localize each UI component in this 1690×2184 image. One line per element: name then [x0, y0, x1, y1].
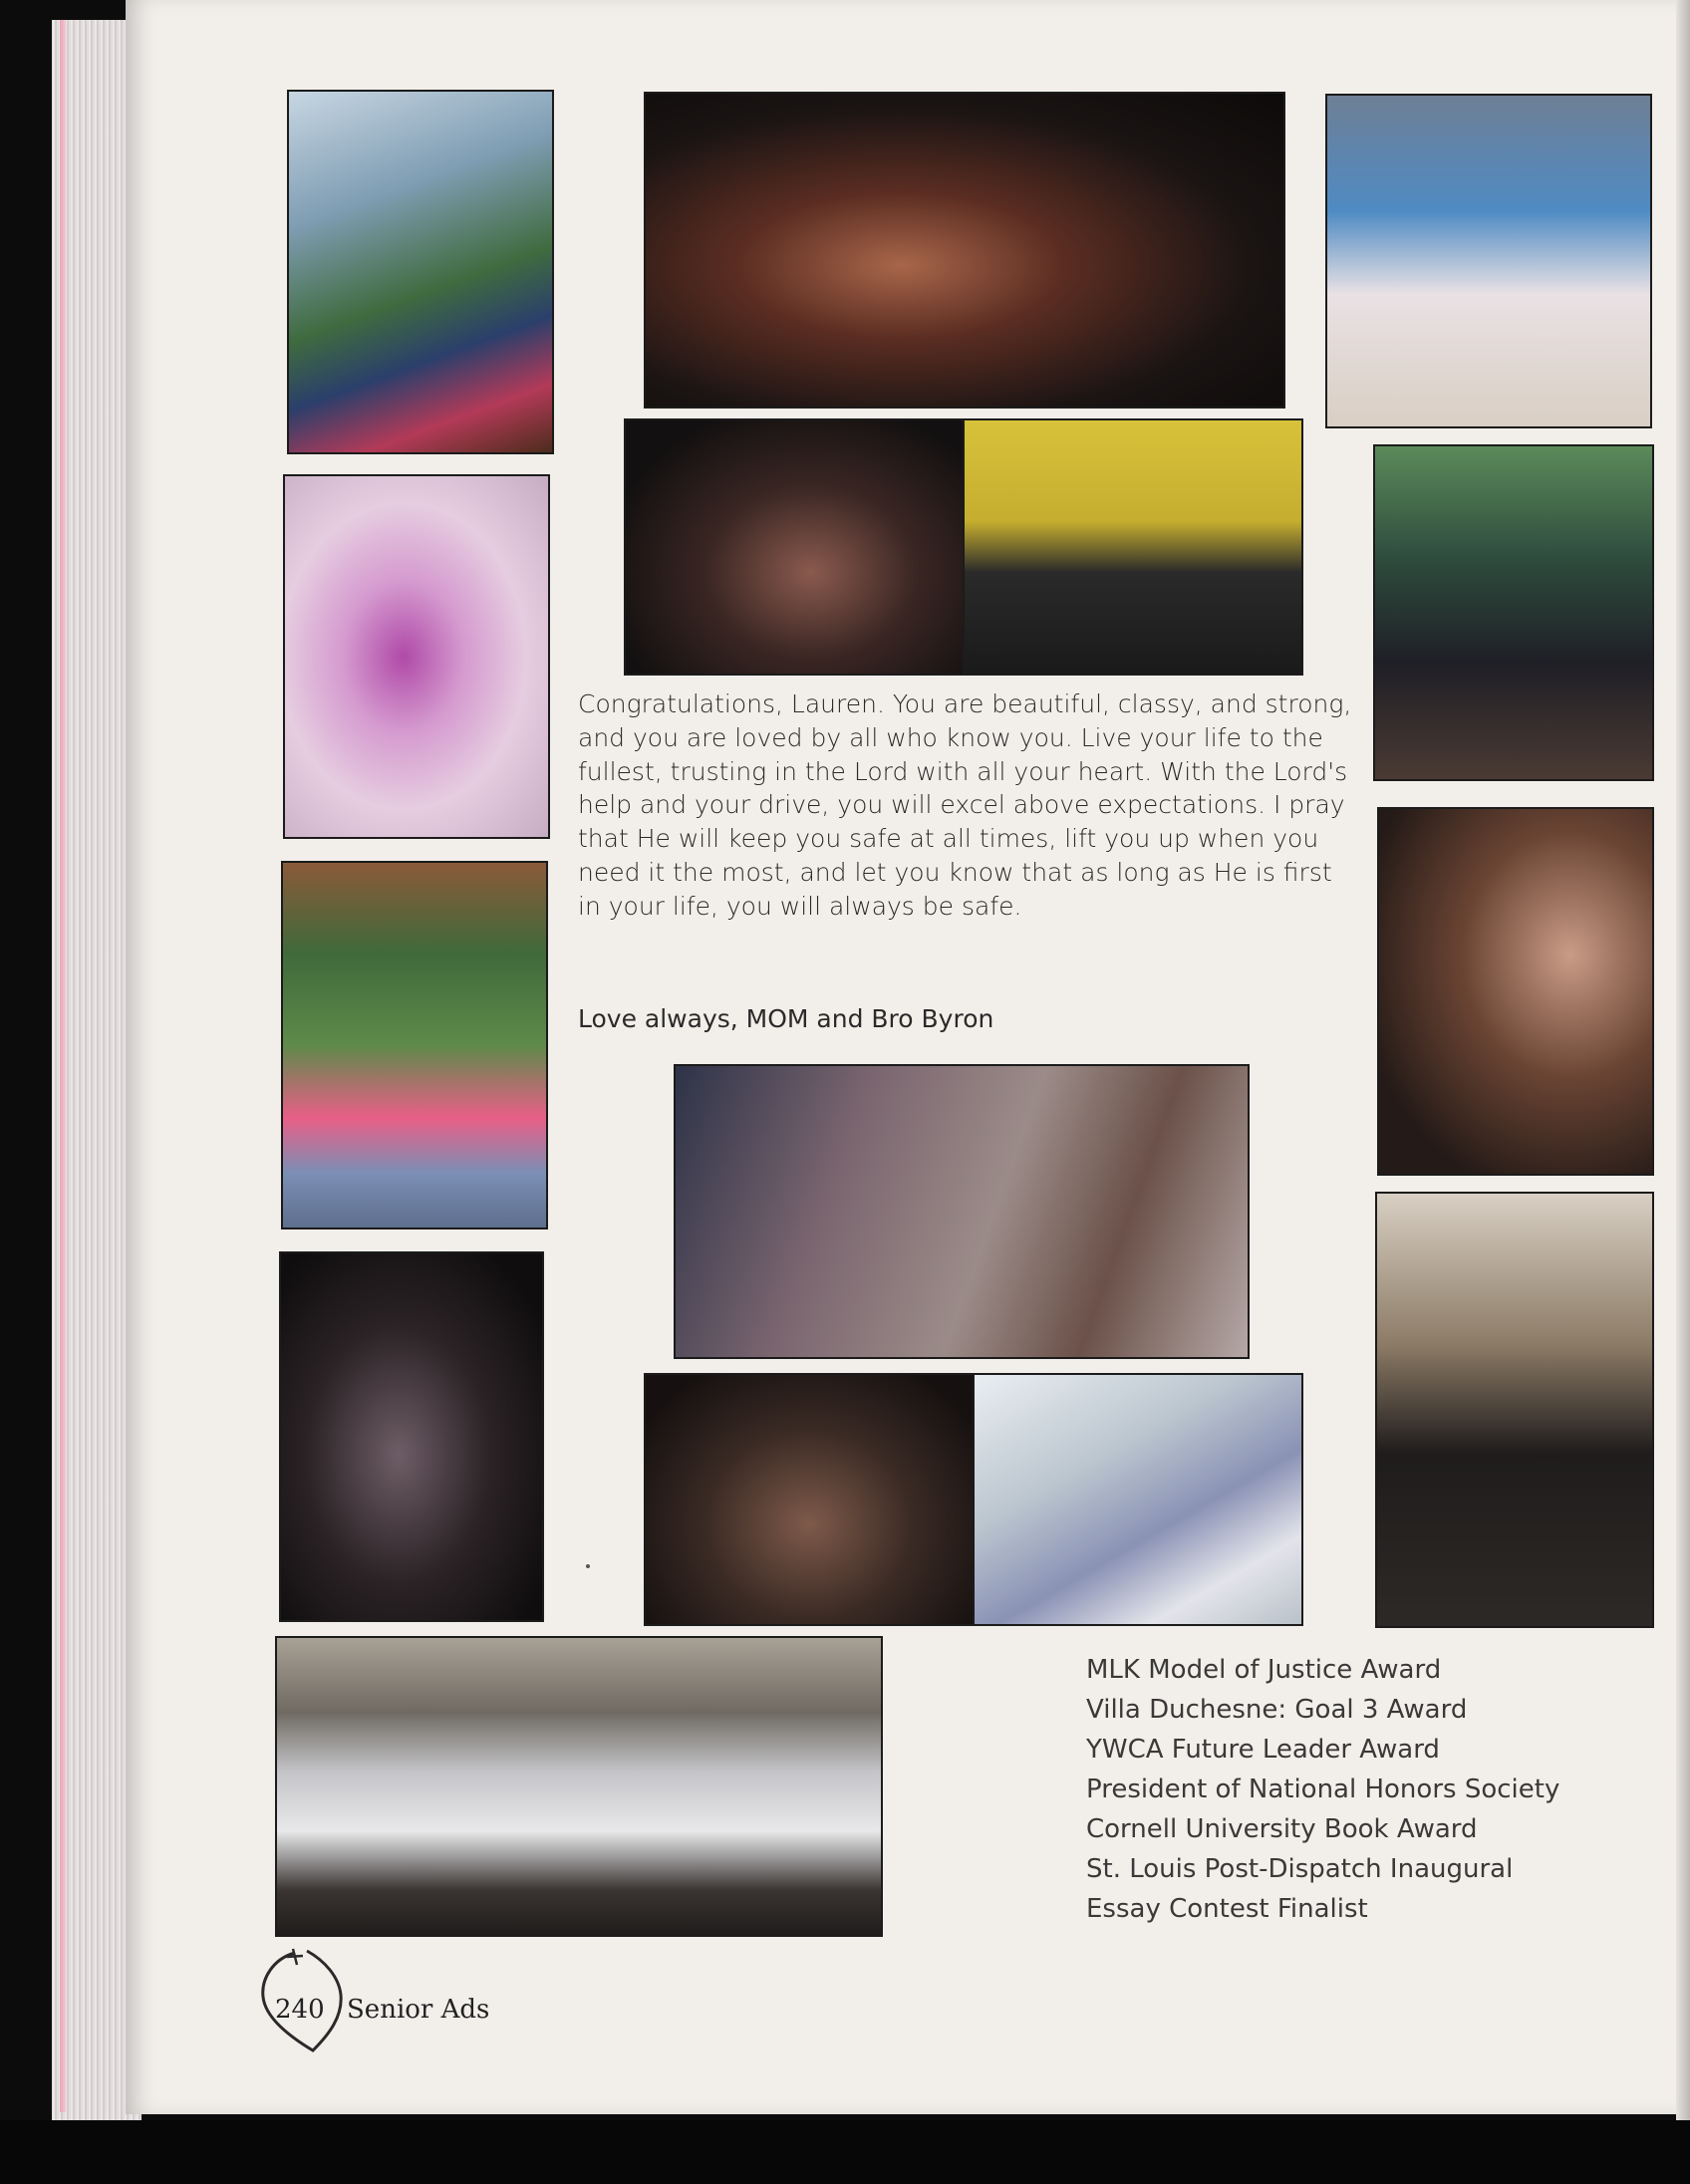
- congratulations-message: Congratulations, Lauren. You are beautiful, classy, and strong, and you are loved by all who know you. Live your life to the fullest, trusting in the Lord with all your heart. With the Lord's help and your drive, you will excel above expectations. I pray that He will keep you safe at all times, lift you up when you need it the most, and let you know that as long as He is first in your life, you will always be safe.: [578, 689, 1352, 921]
- section-name: Senior Ads: [347, 1995, 490, 2025]
- dance-costume-portrait-photo: [283, 474, 550, 839]
- award-item: Essay Contest Finalist: [1086, 1894, 1368, 1924]
- scan-bottom-border: [0, 2120, 1690, 2184]
- page-number: 240: [275, 1995, 325, 2025]
- award-handshake-photo: [674, 1064, 1250, 1359]
- formal-dresses-photo: [279, 1251, 544, 1622]
- basketball-game-photo: [963, 420, 1301, 674]
- mother-daughter-photo: [1375, 1192, 1654, 1628]
- award-item: YWCA Future Leader Award: [1086, 1735, 1440, 1765]
- childhood-portrait-photo: [287, 90, 554, 454]
- right-page-edge: [1676, 0, 1690, 2122]
- stray-dot: [586, 1564, 590, 1568]
- friends-and-basketball-photo: [624, 418, 1303, 676]
- restaurant-and-friend-photo: [644, 1373, 1303, 1626]
- selfie-two-friends-photo: [1377, 807, 1654, 1176]
- two-friends-outdoors-photo: [1373, 444, 1654, 781]
- three-friends-photo: [1325, 94, 1652, 428]
- team-group-photo: [275, 1636, 883, 1937]
- friends-evening-photo: [644, 92, 1285, 409]
- award-item: St. Louis Post-Dispatch Inaugural: [1086, 1854, 1514, 1884]
- page-edge-tint: [60, 20, 66, 2112]
- toddler-garden-photo: [281, 861, 548, 1229]
- award-item: Cornell University Book Award: [1086, 1814, 1478, 1844]
- restaurant-group-photo: [646, 1375, 973, 1624]
- group-of-friends-photo: [626, 420, 963, 674]
- award-item: President of National Honors Society: [1086, 1774, 1560, 1804]
- award-item: MLK Model of Justice Award: [1086, 1655, 1442, 1685]
- award-item: Villa Duchesne: Goal 3 Award: [1086, 1695, 1468, 1725]
- awards-list: [1086, 1650, 1559, 1929]
- page-footer: [253, 1939, 532, 2058]
- message-signoff: Love always, MOM and Bro Byron: [578, 1004, 994, 1033]
- friend-posing-photo: [973, 1375, 1301, 1624]
